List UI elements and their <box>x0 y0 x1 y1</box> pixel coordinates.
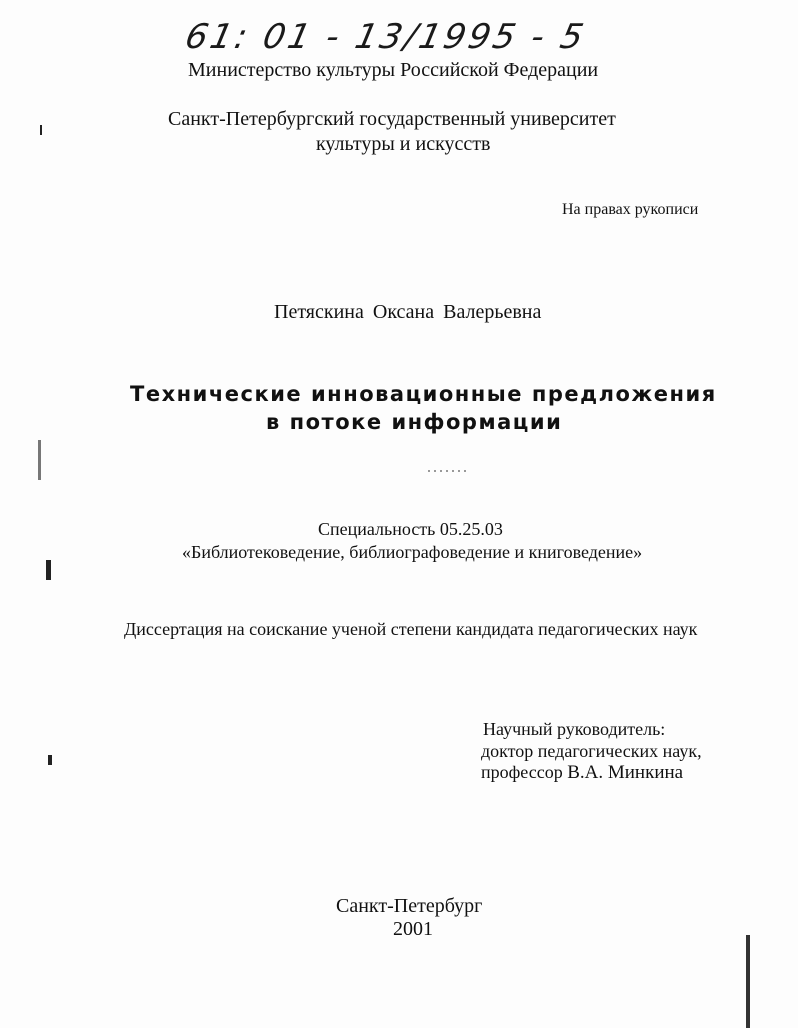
scan-artifact <box>40 125 42 135</box>
scan-dots <box>428 470 468 472</box>
scan-artifact <box>746 935 750 1028</box>
dissertation-title-line1: Технические инновационные предложения <box>130 382 717 406</box>
year: 2001 <box>393 918 433 940</box>
handwritten-catalog-number: 61: 01 - 13/1995 - 5 <box>181 17 590 57</box>
scan-artifact <box>46 560 51 580</box>
scan-artifact <box>38 440 41 480</box>
specialty-name: «Библиотековедение, библиографоведение и книговедение» <box>182 542 643 562</box>
supervisor-name: В.А. Минкина <box>567 762 684 783</box>
specialty-code: Специальность 05.25.03 <box>318 519 503 539</box>
author-name: Петяскина Оксана Валерьевна <box>274 301 542 323</box>
supervisor-name-line <box>481 763 683 782</box>
scan-artifact <box>48 755 52 765</box>
university-name-line1: Санкт-Петербургский государственный университет <box>168 108 616 130</box>
supervisor-label: Научный руководитель: <box>483 719 666 739</box>
city: Санкт-Петербург <box>336 895 483 917</box>
ministry-heading: Министерство культуры Российской Федерации <box>188 59 599 81</box>
university-name-line2: культуры и искусств <box>316 133 491 155</box>
supervisor-title: профессор <box>481 762 563 782</box>
dissertation-title-line2: в потоке информации <box>266 410 563 434</box>
supervisor-degree: доктор педагогических наук, <box>481 741 702 761</box>
dissertation-degree: Диссертация на соискание ученой степени кандидата педагогических наук <box>124 619 698 639</box>
manuscript-rights-note: На правах рукописи <box>562 201 699 218</box>
